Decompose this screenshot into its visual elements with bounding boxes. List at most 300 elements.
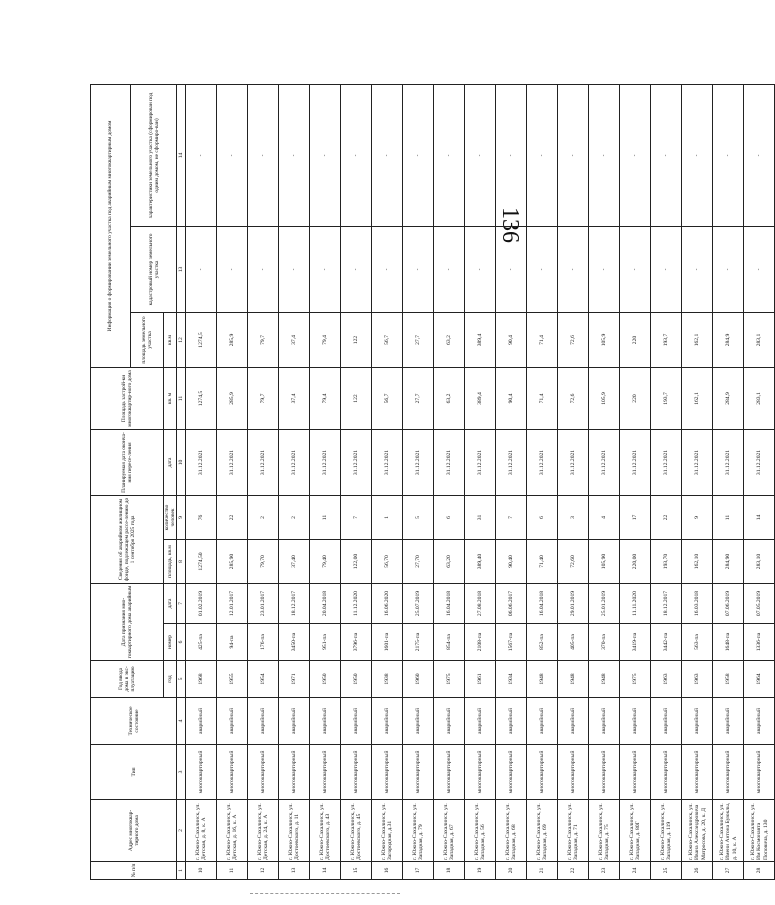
recognition-date-cell: 23.01.2017 — [248, 584, 279, 624]
build-area-cell: 71,4 — [527, 367, 558, 429]
cadastral-cell: - — [403, 226, 434, 312]
land-area-cell: 27,7 — [403, 312, 434, 367]
cadastral-cell: - — [341, 226, 372, 312]
condition-cell: аварийный — [186, 698, 217, 745]
characteristics-cell: - — [713, 84, 744, 226]
characteristics-cell: - — [620, 84, 651, 226]
recognition-number-cell: 1601-па — [372, 624, 403, 661]
page-number: 136 — [497, 207, 523, 243]
characteristics-cell: - — [217, 84, 248, 226]
cadastral-cell: - — [496, 226, 527, 312]
cadastral-cell: - — [744, 226, 775, 312]
year-cell: 1948 — [589, 661, 620, 698]
condition-cell: аварийный — [434, 698, 465, 745]
planned-date-cell: 31.12.2021 — [217, 429, 248, 495]
address-cell: г. Южно-Сахалинск, ул. Западная, д. 79 — [403, 800, 434, 862]
recognition-date-cell: 06.06.2017 — [496, 584, 527, 624]
occupants-count-cell: 4 — [589, 495, 620, 539]
recognition-date-cell: 07.05.2019 — [744, 584, 775, 624]
table-row — [465, 84, 496, 879]
column-number-row — [177, 84, 186, 879]
header-occupants-area: площадь, кв.м — [164, 540, 177, 584]
characteristics-cell: - — [279, 84, 310, 226]
column-number: 6 — [177, 624, 186, 661]
recognition-number-cell: 405-па — [558, 624, 589, 661]
characteristics-cell: - — [558, 84, 589, 226]
header-row-no: № п/п — [91, 862, 177, 880]
address-cell: г. Южно-Сахалинск, ул. Западная, д. 56 — [465, 800, 496, 862]
build-area-cell: 284,9 — [713, 367, 744, 429]
land-area-cell: 79,7 — [248, 312, 279, 367]
occupants-count-cell: 1 — [372, 495, 403, 539]
land-area-cell: 283,1 — [744, 312, 775, 367]
column-number: 12 — [177, 312, 186, 367]
type-cell: многоквартирный — [403, 745, 434, 800]
occupants-area-cell: 79,70 — [248, 540, 279, 584]
cadastral-cell: - — [558, 226, 589, 312]
column-number: 13 — [177, 226, 186, 312]
occupants-count-cell: 6 — [434, 495, 465, 539]
header-address: Адрес многоквар-тирного дома — [91, 800, 177, 862]
occupants-area-cell: 220,00 — [620, 540, 651, 584]
occupants-area-cell: 284,90 — [713, 540, 744, 584]
table-row — [589, 84, 620, 879]
land-area-cell: 122 — [341, 312, 372, 367]
table-row — [310, 84, 341, 879]
type-cell: многоквартирный — [310, 745, 341, 800]
land-area-cell: 105,9 — [589, 312, 620, 367]
recognition-date-cell: 07.06.2019 — [713, 584, 744, 624]
occupants-area-cell: 285,90 — [217, 540, 248, 584]
land-area-cell: 71,4 — [527, 312, 558, 367]
build-area-cell: 37,4 — [279, 367, 310, 429]
column-number: 9 — [177, 495, 186, 539]
row-number: 12 — [248, 862, 279, 880]
year-cell: 1948 — [527, 661, 558, 698]
recognition-number-cell: 854-па — [434, 624, 465, 661]
occupants-count-cell: 7 — [496, 495, 527, 539]
year-cell: 1948 — [558, 661, 589, 698]
emergency-housing-table — [90, 84, 775, 880]
recognition-number-cell: 951-па — [310, 624, 341, 661]
year-cell: 1958 — [713, 661, 744, 698]
build-area-cell: 90,4 — [496, 367, 527, 429]
row-number: 22 — [558, 862, 589, 880]
row-number: 10 — [186, 862, 217, 880]
build-area-cell: 1274,5 — [186, 367, 217, 429]
occupants-count-cell: 9 — [682, 495, 713, 539]
occupants-area-cell: 389,40 — [465, 540, 496, 584]
recognition-date-cell: 16.04.2018 — [527, 584, 558, 624]
header-type: Тип — [91, 745, 177, 800]
condition-cell: аварийный — [465, 698, 496, 745]
build-area-cell: 72,6 — [558, 367, 589, 429]
type-cell: многоквартирный — [651, 745, 682, 800]
column-number: 8 — [177, 540, 186, 584]
recognition-date-cell: 27.08.2018 — [465, 584, 496, 624]
planned-date-cell: 31.12.2021 — [279, 429, 310, 495]
recognition-date-cell: 16.04.2018 — [434, 584, 465, 624]
column-number: 3 — [177, 745, 186, 800]
build-area-cell: 162,1 — [682, 367, 713, 429]
type-cell: многоквартирный — [558, 745, 589, 800]
occupants-count-cell: 17 — [620, 495, 651, 539]
planned-date-cell: 31.12.2021 — [527, 429, 558, 495]
build-area-cell: 283,1 — [744, 367, 775, 429]
characteristics-cell: - — [465, 84, 496, 226]
type-cell: многоквартирный — [217, 745, 248, 800]
table-row — [341, 84, 372, 879]
condition-cell: аварийный — [248, 698, 279, 745]
address-cell: г. Южно-Сахалинск, ул. Западная, д. 69 — [527, 800, 558, 862]
year-cell: 1955 — [217, 661, 248, 698]
table-row — [434, 84, 465, 879]
planned-date-cell: 31.12.2021 — [341, 429, 372, 495]
recognition-date-cell: 01.02.2019 — [186, 584, 217, 624]
occupants-count-cell: 6 — [527, 495, 558, 539]
address-cell: г. Южно-Сахалинск, ул. Достоевского, д. 43 — [310, 800, 341, 862]
table-body — [186, 84, 775, 879]
build-area-cell: 220 — [620, 367, 651, 429]
cadastral-cell: - — [434, 226, 465, 312]
characteristics-cell: - — [589, 84, 620, 226]
type-cell: многоквартирный — [465, 745, 496, 800]
planned-date-cell: 31.12.2021 — [496, 429, 527, 495]
planned-date-cell: 31.12.2021 — [558, 429, 589, 495]
recognition-number-cell: 3450-па — [279, 624, 310, 661]
build-area-cell: 79,4 — [310, 367, 341, 429]
recognition-date-cell: 25.07.2019 — [403, 584, 434, 624]
occupants-area-cell: 105,90 — [589, 540, 620, 584]
row-number: 11 — [217, 862, 248, 880]
occupants-count-cell: 7 — [341, 495, 372, 539]
table-row — [682, 84, 713, 879]
land-area-cell: 284,9 — [713, 312, 744, 367]
condition-cell: аварийный — [279, 698, 310, 745]
address-cell: г. Южно-Сахалинск, ул. Детская, д. 8, к. А — [186, 800, 217, 862]
occupants-count-cell: 2 — [279, 495, 310, 539]
land-area-cell: 37,4 — [279, 312, 310, 367]
cadastral-cell: - — [217, 226, 248, 312]
characteristics-cell: - — [527, 84, 558, 226]
characteristics-cell: - — [186, 84, 217, 226]
occupants-count-cell: 22 — [651, 495, 682, 539]
land-area-cell: 79,4 — [310, 312, 341, 367]
occupants-area-cell: 122,00 — [341, 540, 372, 584]
occupants-area-cell: 283,10 — [744, 540, 775, 584]
characteristics-cell: - — [651, 84, 682, 226]
occupants-area-cell: 72,60 — [558, 540, 589, 584]
condition-cell: аварийный — [372, 698, 403, 745]
table-row — [651, 84, 682, 879]
occupants-area-cell: 79,40 — [310, 540, 341, 584]
row-number: 28 — [744, 862, 775, 880]
row-number: 26 — [682, 862, 713, 880]
condition-cell: аварийный — [496, 698, 527, 745]
type-cell: многоквартирный — [713, 745, 744, 800]
header-land-area-unit: кв.м — [164, 312, 177, 367]
build-area-cell: 285,9 — [217, 367, 248, 429]
address-cell: г. Южно-Сахалинск, ул. Достоевского, д. 11 — [279, 800, 310, 862]
row-number: 25 — [651, 862, 682, 880]
planned-date-cell: 31.12.2021 — [310, 429, 341, 495]
planned-date-cell: 31.12.2021 — [713, 429, 744, 495]
header-land-characteristics: характеристики земельного участка (сформирован под одним домом, не сформиро-ван) — [131, 84, 177, 226]
occupants-area-cell: 63,20 — [434, 540, 465, 584]
occupants-area-cell: 1274,50 — [186, 540, 217, 584]
occupants-area-cell: 193,70 — [651, 540, 682, 584]
scan-artifact-line — [250, 893, 400, 895]
recognition-number-cell: 563-па — [682, 624, 713, 661]
year-cell: 1938 — [372, 661, 403, 698]
column-number: 5 — [177, 661, 186, 698]
land-area-cell: 56,7 — [372, 312, 403, 367]
type-cell: многоквартирный — [682, 745, 713, 800]
recognition-date-cell: 11.12.2020 — [341, 584, 372, 624]
recognition-date-cell: 18.12.2017 — [651, 584, 682, 624]
row-number: 16 — [372, 862, 403, 880]
year-cell: 1975 — [434, 661, 465, 698]
row-number: 14 — [310, 862, 341, 880]
land-area-cell: 90,4 — [496, 312, 527, 367]
row-number: 17 — [403, 862, 434, 880]
recognition-number-cell: 3419-па — [620, 624, 651, 661]
land-area-cell: 72,6 — [558, 312, 589, 367]
type-cell: многоквартирный — [527, 745, 558, 800]
year-cell: 1963 — [682, 661, 713, 698]
type-cell: многоквартирный — [620, 745, 651, 800]
cadastral-cell: - — [620, 226, 651, 312]
table-row — [527, 84, 558, 879]
condition-cell: аварийный — [589, 698, 620, 745]
address-cell: г. Южно-Сахалинск, ул. Ивана Александровича Матросова, д. 20, к. Д — [682, 800, 713, 862]
characteristics-cell: - — [248, 84, 279, 226]
recognition-number-cell: 425-па — [186, 624, 217, 661]
row-number: 21 — [527, 862, 558, 880]
year-cell: 1964 — [744, 661, 775, 698]
year-cell: 1954 — [248, 661, 279, 698]
occupants-count-cell: 11 — [310, 495, 341, 539]
column-number: 4 — [177, 698, 186, 745]
year-cell: 1975 — [620, 661, 651, 698]
recognition-date-cell: 16.03.2018 — [682, 584, 713, 624]
cadastral-cell: - — [279, 226, 310, 312]
column-number: 14 — [177, 84, 186, 226]
header-occupants: Сведения об аварийном жилищном фонде, подлежащем рассе-лению до 1 сентября 2025 года — [91, 495, 164, 583]
address-cell: г. Южно-Сахалинск, ул. Загородная, д.31 — [372, 800, 403, 862]
type-cell: многоквартирный — [248, 745, 279, 800]
recognition-date-cell: 29.01.2019 — [558, 584, 589, 624]
header-year-unit: год — [164, 661, 177, 698]
column-number: 7 — [177, 584, 186, 624]
recognition-number-cell: 94-па — [217, 624, 248, 661]
planned-date-cell: 31.12.2021 — [186, 429, 217, 495]
type-cell: многоквартирный — [744, 745, 775, 800]
recognition-date-cell: 20.04.2018 — [310, 584, 341, 624]
header-condition: Техническое состояние — [91, 698, 177, 745]
address-cell: г. Южно-Сахалинск, ул. Имени Антона Буюклы, д. 10, к. А — [713, 800, 744, 862]
column-number: 1 — [177, 862, 186, 880]
year-cell: 1968 — [186, 661, 217, 698]
condition-cell: аварийный — [217, 698, 248, 745]
column-number: 10 — [177, 429, 186, 495]
recognition-number-cell: 3796-па — [341, 624, 372, 661]
recognition-number-cell: 370-па — [589, 624, 620, 661]
recognition-date-cell: 11.11.2020 — [620, 584, 651, 624]
build-area-cell: 105,9 — [589, 367, 620, 429]
build-area-cell: 389,4 — [465, 367, 496, 429]
recognition-date-cell: 12.01.2017 — [217, 584, 248, 624]
occupants-count-cell: 14 — [744, 495, 775, 539]
row-number: 27 — [713, 862, 744, 880]
type-cell: многоквартирный — [434, 745, 465, 800]
type-cell: многоквартирный — [496, 745, 527, 800]
type-cell: многоквартирный — [372, 745, 403, 800]
row-number: 19 — [465, 862, 496, 880]
recognition-date-cell: 18.12.2017 — [279, 584, 310, 624]
planned-date-cell: 31.12.2021 — [682, 429, 713, 495]
header-land-area: площадь земельного участка — [131, 312, 164, 367]
land-area-cell: 285,9 — [217, 312, 248, 367]
land-area-cell: 193,7 — [651, 312, 682, 367]
condition-cell: аварийный — [620, 698, 651, 745]
type-cell: многоквартирный — [341, 745, 372, 800]
table-row — [620, 84, 651, 879]
header-build-area: Площадь застрой-ки многоквартир-ного дома — [91, 367, 164, 429]
condition-cell: аварийный — [713, 698, 744, 745]
characteristics-cell: - — [372, 84, 403, 226]
address-cell: г. Южно-Сахалинск, ул. Достоевского, д. 45 — [341, 800, 372, 862]
row-number: 13 — [279, 862, 310, 880]
planned-date-cell: 31.12.2021 — [248, 429, 279, 495]
cadastral-cell: - — [713, 226, 744, 312]
recognition-number-cell: 176-па — [248, 624, 279, 661]
year-cell: 1961 — [465, 661, 496, 698]
column-number: 2 — [177, 800, 186, 862]
occupants-area-cell: 162,10 — [682, 540, 713, 584]
occupants-area-cell: 71,40 — [527, 540, 558, 584]
cadastral-cell: - — [527, 226, 558, 312]
address-cell: г. Южно-Сахалинск, ул. Детская, д. 16, к. А — [217, 800, 248, 862]
occupants-count-cell: 5 — [403, 495, 434, 539]
address-cell: г. Южно-Сахалинск, ул. Западная, д. 75 — [589, 800, 620, 862]
year-cell: 1950 — [341, 661, 372, 698]
header-recognition: Дата признания мно-гоквартирного дома аварийным — [91, 584, 164, 661]
characteristics-cell: - — [403, 84, 434, 226]
year-cell: 1963 — [651, 661, 682, 698]
table-row — [496, 84, 527, 879]
occupants-area-cell: 37,40 — [279, 540, 310, 584]
cadastral-cell: - — [310, 226, 341, 312]
build-area-cell: 56,7 — [372, 367, 403, 429]
recognition-number-cell: 2108-па — [465, 624, 496, 661]
cadastral-cell: - — [372, 226, 403, 312]
row-number: 23 — [589, 862, 620, 880]
recognition-number-cell: 2175-па — [403, 624, 434, 661]
planned-date-cell: 31.12.2021 — [465, 429, 496, 495]
cadastral-cell: - — [651, 226, 682, 312]
characteristics-cell: - — [744, 84, 775, 226]
recognition-date-cell: 25.01.2019 — [589, 584, 620, 624]
characteristics-cell: - — [496, 84, 527, 226]
land-area-cell: 162,1 — [682, 312, 713, 367]
characteristics-cell: - — [434, 84, 465, 226]
row-number: 15 — [341, 862, 372, 880]
cadastral-cell: - — [465, 226, 496, 312]
planned-date-cell: 31.12.2021 — [403, 429, 434, 495]
table-row — [372, 84, 403, 879]
occupants-area-cell: 56,70 — [372, 540, 403, 584]
occupants-count-cell: 22 — [217, 495, 248, 539]
column-number: 11 — [177, 367, 186, 429]
condition-cell: аварийный — [651, 698, 682, 745]
condition-cell: аварийный — [403, 698, 434, 745]
land-area-cell: 63,2 — [434, 312, 465, 367]
condition-cell: аварийный — [682, 698, 713, 745]
header-land-cadastral: кадастровый номер земельного участка — [131, 226, 177, 312]
header-recognition-number: номер — [164, 624, 177, 661]
planned-date-cell: 31.12.2021 — [620, 429, 651, 495]
address-cell: г. Южно-Сахалинск, ул. Детская, д. 24, к. А — [248, 800, 279, 862]
condition-cell: аварийный — [527, 698, 558, 745]
occupants-area-cell: 90,40 — [496, 540, 527, 584]
recognition-number-cell: 1648-па — [713, 624, 744, 661]
condition-cell: аварийный — [341, 698, 372, 745]
table-row — [217, 84, 248, 879]
occupants-count-cell: 2 — [248, 495, 279, 539]
table-row — [403, 84, 434, 879]
table-container — [90, 85, 769, 880]
recognition-number-cell: 3442-па — [651, 624, 682, 661]
condition-cell: аварийный — [310, 698, 341, 745]
planned-date-cell: 31.12.2021 — [589, 429, 620, 495]
header-occupants-count: количество человек — [164, 495, 177, 539]
build-area-cell: 122 — [341, 367, 372, 429]
occupants-area-cell: 27,70 — [403, 540, 434, 584]
land-area-cell: 1274,5 — [186, 312, 217, 367]
recognition-number-cell: 1336-па — [744, 624, 775, 661]
type-cell: многоквартирный — [279, 745, 310, 800]
year-cell: 1960 — [403, 661, 434, 698]
planned-date-cell: 31.12.2021 — [744, 429, 775, 495]
address-cell: г. Южно-Сахалинск, ул. Западная, д. 71 — [558, 800, 589, 862]
row-number: 20 — [496, 862, 527, 880]
condition-cell: аварийный — [744, 698, 775, 745]
land-area-cell: 220 — [620, 312, 651, 367]
header-planned: Планируемая дата оконча-ния пересе-ления — [91, 429, 164, 495]
table-row — [744, 84, 775, 879]
occupants-count-cell: 76 — [186, 495, 217, 539]
build-area-cell: 27,7 — [403, 367, 434, 429]
occupants-count-cell: 11 — [713, 495, 744, 539]
year-cell: 1950 — [310, 661, 341, 698]
occupants-count-cell: 3 — [558, 495, 589, 539]
type-cell: многоквартирный — [186, 745, 217, 800]
table-row — [248, 84, 279, 879]
planned-date-cell: 31.12.2021 — [651, 429, 682, 495]
recognition-date-cell: 16.06.2020 — [372, 584, 403, 624]
build-area-cell: 79,7 — [248, 367, 279, 429]
build-area-cell: 63,2 — [434, 367, 465, 429]
header-recognition-date: дата — [164, 584, 177, 624]
cadastral-cell: - — [248, 226, 279, 312]
row-number: 24 — [620, 862, 651, 880]
row-number: 18 — [434, 862, 465, 880]
address-cell: г. Южно-Сахалинск, ул. Западная, д. 67 — [434, 800, 465, 862]
address-cell: г. Южно-Сахалинск, ул. Западная, д. 68 — [496, 800, 527, 862]
table-row — [558, 84, 589, 879]
build-area-cell: 193,7 — [651, 367, 682, 429]
